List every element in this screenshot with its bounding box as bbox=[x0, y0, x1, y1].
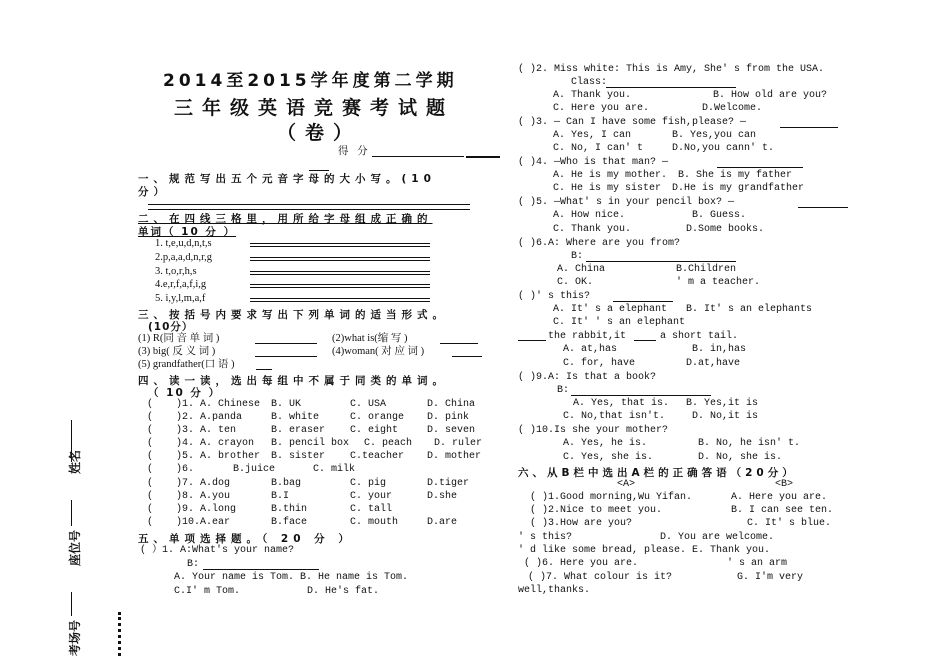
sec4-title-2: （ 10 分 ） bbox=[148, 387, 222, 399]
q2-b: B. How old are you? bbox=[713, 90, 828, 101]
sec6-r8: well,thanks. bbox=[518, 585, 591, 596]
q5-b: B. Guess. bbox=[692, 210, 747, 221]
q3-c: C. No, I can' t bbox=[553, 143, 644, 154]
sec6-r7b: G. I'm very bbox=[737, 572, 804, 583]
sec1-title: 一、规范写出五个元音字母的大小写。(10 bbox=[138, 173, 436, 185]
sec2-item-5: 5. i,y,l,m,a,f bbox=[155, 293, 206, 304]
q4-c: C. He is my sister bbox=[553, 183, 662, 194]
q7-c: C. It' ' s an elephant bbox=[553, 317, 686, 328]
sec3-title: 三、按括号内要求写出下列单词的适当形式。 bbox=[138, 309, 448, 321]
q5-a: A. How nice. bbox=[553, 210, 626, 221]
row-c: C. peach bbox=[364, 438, 413, 449]
row-b: B.juice bbox=[233, 464, 276, 475]
sec2-title-2: 单词（ 10 分 ） bbox=[138, 226, 237, 238]
sec5-q1-blank[interactable] bbox=[203, 569, 319, 570]
row-paren[interactable]: ( bbox=[147, 517, 154, 528]
row-num: )6. bbox=[176, 464, 195, 475]
sec2-item-1: 1. t,e,u,d,n,t,s bbox=[155, 238, 212, 249]
sec6-r7a: ( )7. What colour is it? bbox=[528, 572, 673, 583]
q8-pre: the rabbit,it bbox=[548, 331, 627, 342]
row-c: C. milk bbox=[313, 464, 356, 475]
sec6-r4b: D. You are welcome. bbox=[660, 532, 775, 543]
row-paren[interactable]: ( bbox=[147, 451, 154, 462]
q6: ( )6.A: Where are you from? bbox=[518, 238, 681, 249]
sec3-q5: (5) grandfather(口 语 ) bbox=[138, 359, 235, 370]
sec6-r3b: C. It' s blue. bbox=[747, 518, 832, 529]
row-d: D. mother bbox=[427, 451, 482, 462]
sec6-r6a: ( )6. Here you are. bbox=[524, 558, 639, 569]
sec6-r6b: ' s an arm bbox=[727, 558, 788, 569]
q8-post: a short tail. bbox=[660, 331, 739, 342]
row-paren[interactable]: ( bbox=[147, 478, 154, 489]
row-c: C. pig bbox=[350, 478, 387, 489]
sec2-item-4: 4.e,r,f,a,f,i,g bbox=[155, 279, 207, 290]
binding-dotted-line bbox=[118, 612, 121, 656]
q10-c: C. Yes, she is. bbox=[563, 452, 654, 463]
row-b: B.thin bbox=[271, 504, 308, 515]
row-c: C. eight bbox=[350, 425, 399, 436]
q4-blank[interactable] bbox=[717, 167, 803, 168]
sec6-col-b: <B> bbox=[775, 479, 794, 490]
q6-bb: B.Children bbox=[676, 264, 737, 275]
q6-c: C. OK. bbox=[557, 277, 594, 288]
four-line-5 bbox=[250, 298, 430, 302]
q2: ( )2. Miss white: This is Amy, She' s from the USA. bbox=[518, 64, 825, 75]
sec3-q2: (2)what is(缩 写 ) bbox=[332, 333, 408, 344]
row-paren[interactable]: ( bbox=[147, 399, 154, 410]
sec5-q1-b: B: bbox=[187, 559, 200, 570]
four-line-3 bbox=[250, 271, 430, 275]
sec6-r1b: A. Here you are. bbox=[731, 492, 828, 503]
q10-b: B. No, he isn' t. bbox=[698, 438, 801, 449]
title-line-1: 2014至2015学年度第二学期 bbox=[163, 71, 458, 91]
four-line-1 bbox=[250, 243, 430, 247]
sec6-r1a: ( )1.Good morning,Wu Yifan. bbox=[530, 492, 693, 503]
score-line bbox=[372, 156, 464, 157]
sec5-q1-c: C.I' m Tom. bbox=[174, 586, 241, 597]
q2-a: A. Thank you. bbox=[553, 90, 632, 101]
row-c: C. mouth bbox=[350, 517, 399, 528]
row-b: B.face bbox=[271, 517, 308, 528]
q3: ( )3. — Can I have some fish,please? — bbox=[518, 117, 747, 128]
q6-blank[interactable] bbox=[586, 261, 736, 262]
score-line-2 bbox=[466, 156, 500, 158]
row-b: B. eraser bbox=[271, 425, 326, 436]
q4-b: B. She is my father bbox=[678, 170, 793, 181]
sec3-q1: (1) R(同 音 单 词 ) bbox=[138, 333, 220, 344]
sec5-q1-d: D. He's fat. bbox=[307, 586, 380, 597]
q4-d: D.He is my grandfather bbox=[672, 183, 805, 194]
q10: ( )10.Is she your mother? bbox=[518, 425, 669, 436]
q7: ( )' s this? bbox=[518, 291, 591, 302]
q4-a: A. He is my mother. bbox=[553, 170, 668, 181]
q9-c: C. No,that isn't. bbox=[563, 411, 666, 422]
row-c: C. tall bbox=[350, 504, 393, 515]
row-b: B.I bbox=[271, 491, 290, 502]
q8-blank-2[interactable] bbox=[634, 340, 656, 341]
row-c: C.teacher bbox=[350, 451, 405, 462]
seat-line bbox=[71, 500, 72, 526]
q8-blank-1[interactable] bbox=[518, 340, 546, 341]
row-c: C. your bbox=[350, 491, 393, 502]
row-b: B. sister bbox=[271, 451, 326, 462]
q5-d: D.Some books. bbox=[686, 224, 765, 235]
row-num: )9. A.long bbox=[176, 504, 237, 515]
row-paren[interactable]: ( bbox=[147, 438, 154, 449]
room-line bbox=[71, 592, 72, 616]
q10-d: D. No, she is. bbox=[698, 452, 783, 463]
row-d: D.tiger bbox=[427, 478, 470, 489]
row-num: )10.A.ear bbox=[176, 517, 231, 528]
sec1-title-2: 分） bbox=[138, 186, 169, 198]
row-num: )3. A. ten bbox=[176, 425, 237, 436]
sec3-q2-blank[interactable] bbox=[440, 343, 478, 344]
sec5-q1: ( ）1. A:What's your name? bbox=[140, 545, 295, 556]
sec2-title: 二、在四线三格里，用所给字母组成正确的 bbox=[138, 213, 433, 225]
q8-d: D.at,have bbox=[686, 358, 741, 369]
row-num: )8. A.you bbox=[176, 491, 231, 502]
q8-b: B. in,has bbox=[692, 344, 747, 355]
sec6-r5: ' d like some bread, please. E. Thank you. bbox=[518, 545, 771, 556]
sec1-line-2 bbox=[148, 209, 470, 210]
room-label: 考场号 bbox=[68, 619, 82, 656]
q3-blank[interactable] bbox=[780, 127, 838, 128]
sec2-item-3: 3. t,o,r,h,s bbox=[155, 266, 197, 277]
row-d: D.she bbox=[427, 491, 458, 502]
q6-d: ' m a teacher. bbox=[676, 277, 761, 288]
row-num: )7. A.dog bbox=[176, 478, 231, 489]
sec4-title: 四、读一读，选出每组中不属于同类的单词。 bbox=[138, 375, 448, 387]
q3-d: D.No,you cann' t. bbox=[672, 143, 775, 154]
sec5-q1-ab: A. Your name is Tom. B. He name is Tom. bbox=[174, 572, 409, 583]
sec6-title: 六、从B栏中选出A栏的正确答语（20分） bbox=[518, 467, 797, 479]
sec3-q1-blank[interactable] bbox=[255, 343, 317, 344]
sec2-item-2: 2.p,a,a,d,n,r,g bbox=[155, 252, 213, 263]
q9-a: A. Yes, that is. bbox=[573, 398, 670, 409]
row-d: D. China bbox=[427, 399, 476, 410]
row-paren[interactable]: ( bbox=[147, 504, 154, 515]
q9: ( )9.A: Is that a book? bbox=[518, 372, 657, 383]
four-line-2 bbox=[250, 257, 430, 261]
q8-a: A. at,has bbox=[563, 344, 618, 355]
row-num: )1. A. Chinese bbox=[176, 399, 261, 410]
q5-c: C. Thank you. bbox=[553, 224, 632, 235]
q3-b: B. Yes,you can bbox=[672, 130, 757, 141]
row-num: )2. A.panda bbox=[176, 412, 243, 423]
sec6-r2b: B. I can see ten. bbox=[731, 505, 834, 516]
sec6-r2a: ( )2.Nice to meet you. bbox=[530, 505, 663, 516]
q6-b: B: bbox=[571, 251, 584, 262]
sec6-r4a: ' s this? bbox=[518, 532, 573, 543]
row-b: B. pencil box bbox=[271, 438, 350, 449]
seat-label: 座位号 bbox=[68, 529, 82, 566]
row-b: B.bag bbox=[271, 478, 302, 489]
row-d: D. pink bbox=[427, 412, 470, 423]
q3-a: A. Yes, I can bbox=[553, 130, 632, 141]
q6-a: A. China bbox=[557, 264, 606, 275]
four-line-4 bbox=[250, 284, 430, 288]
row-paren[interactable]: ( bbox=[147, 464, 154, 475]
q9-b: B: bbox=[557, 385, 570, 396]
title-line-2: 三年级英语竞赛考试题 bbox=[174, 97, 455, 119]
title-line-3: （卷） bbox=[277, 122, 362, 144]
q8-c: C. for, have bbox=[563, 358, 636, 369]
sec1-line-1 bbox=[148, 204, 470, 205]
q2-blank[interactable] bbox=[606, 87, 736, 88]
q2-class: Class: bbox=[571, 77, 608, 88]
q9-bb: B. Yes,it is bbox=[686, 398, 759, 409]
sec3-q4: (4)woman( 对 应 词 ) bbox=[332, 346, 425, 357]
row-c: C. USA bbox=[350, 399, 387, 410]
sec6-r3a: ( )3.How are you? bbox=[530, 518, 633, 529]
q7-blank[interactable] bbox=[613, 301, 673, 302]
row-paren[interactable]: ( bbox=[147, 412, 154, 423]
q7-b: B. It' s an elephants bbox=[686, 304, 813, 315]
row-c: C. orange bbox=[350, 412, 405, 423]
row-paren[interactable]: ( bbox=[147, 425, 154, 436]
sec3-q3-blank[interactable] bbox=[255, 356, 317, 357]
name-line bbox=[71, 420, 72, 462]
row-b: B. white bbox=[271, 412, 320, 423]
sec6-col-a: <A> bbox=[617, 479, 636, 490]
sec3-q4-blank[interactable] bbox=[452, 356, 482, 357]
q9-d: D. No,it is bbox=[692, 411, 759, 422]
row-b: B. UK bbox=[271, 399, 302, 410]
row-num: )5. A. brother bbox=[176, 451, 261, 462]
sec3-q5-blank[interactable] bbox=[256, 369, 272, 370]
row-d: D. seven bbox=[427, 425, 476, 436]
row-d: D. ruler bbox=[434, 438, 483, 449]
q2-c: C. Here you are. bbox=[553, 103, 650, 114]
q4: ( )4. —Who is that man? — bbox=[518, 157, 669, 168]
q7-a: A. It' s a elephant bbox=[553, 304, 668, 315]
row-d: D.are bbox=[427, 517, 458, 528]
sec3-q3: (3) big( 反 义 词 ) bbox=[138, 346, 216, 357]
row-num: )4. A. crayon bbox=[176, 438, 255, 449]
score-label: 得 分 bbox=[338, 146, 371, 157]
sec3-title-2: (10分） bbox=[148, 321, 194, 333]
q2-d: D.Welcome. bbox=[702, 103, 763, 114]
name-label: 姓名 bbox=[68, 449, 82, 474]
q5-blank[interactable] bbox=[798, 207, 848, 208]
row-paren[interactable]: ( bbox=[147, 491, 154, 502]
q5: ( )5. —What' s in your pencil box? — bbox=[518, 197, 735, 208]
sec5-title: 五、单项选择题。（ 20 分 ） bbox=[138, 533, 354, 545]
q10-a: A. Yes, he is. bbox=[563, 438, 648, 449]
q9-blank[interactable] bbox=[571, 395, 711, 396]
